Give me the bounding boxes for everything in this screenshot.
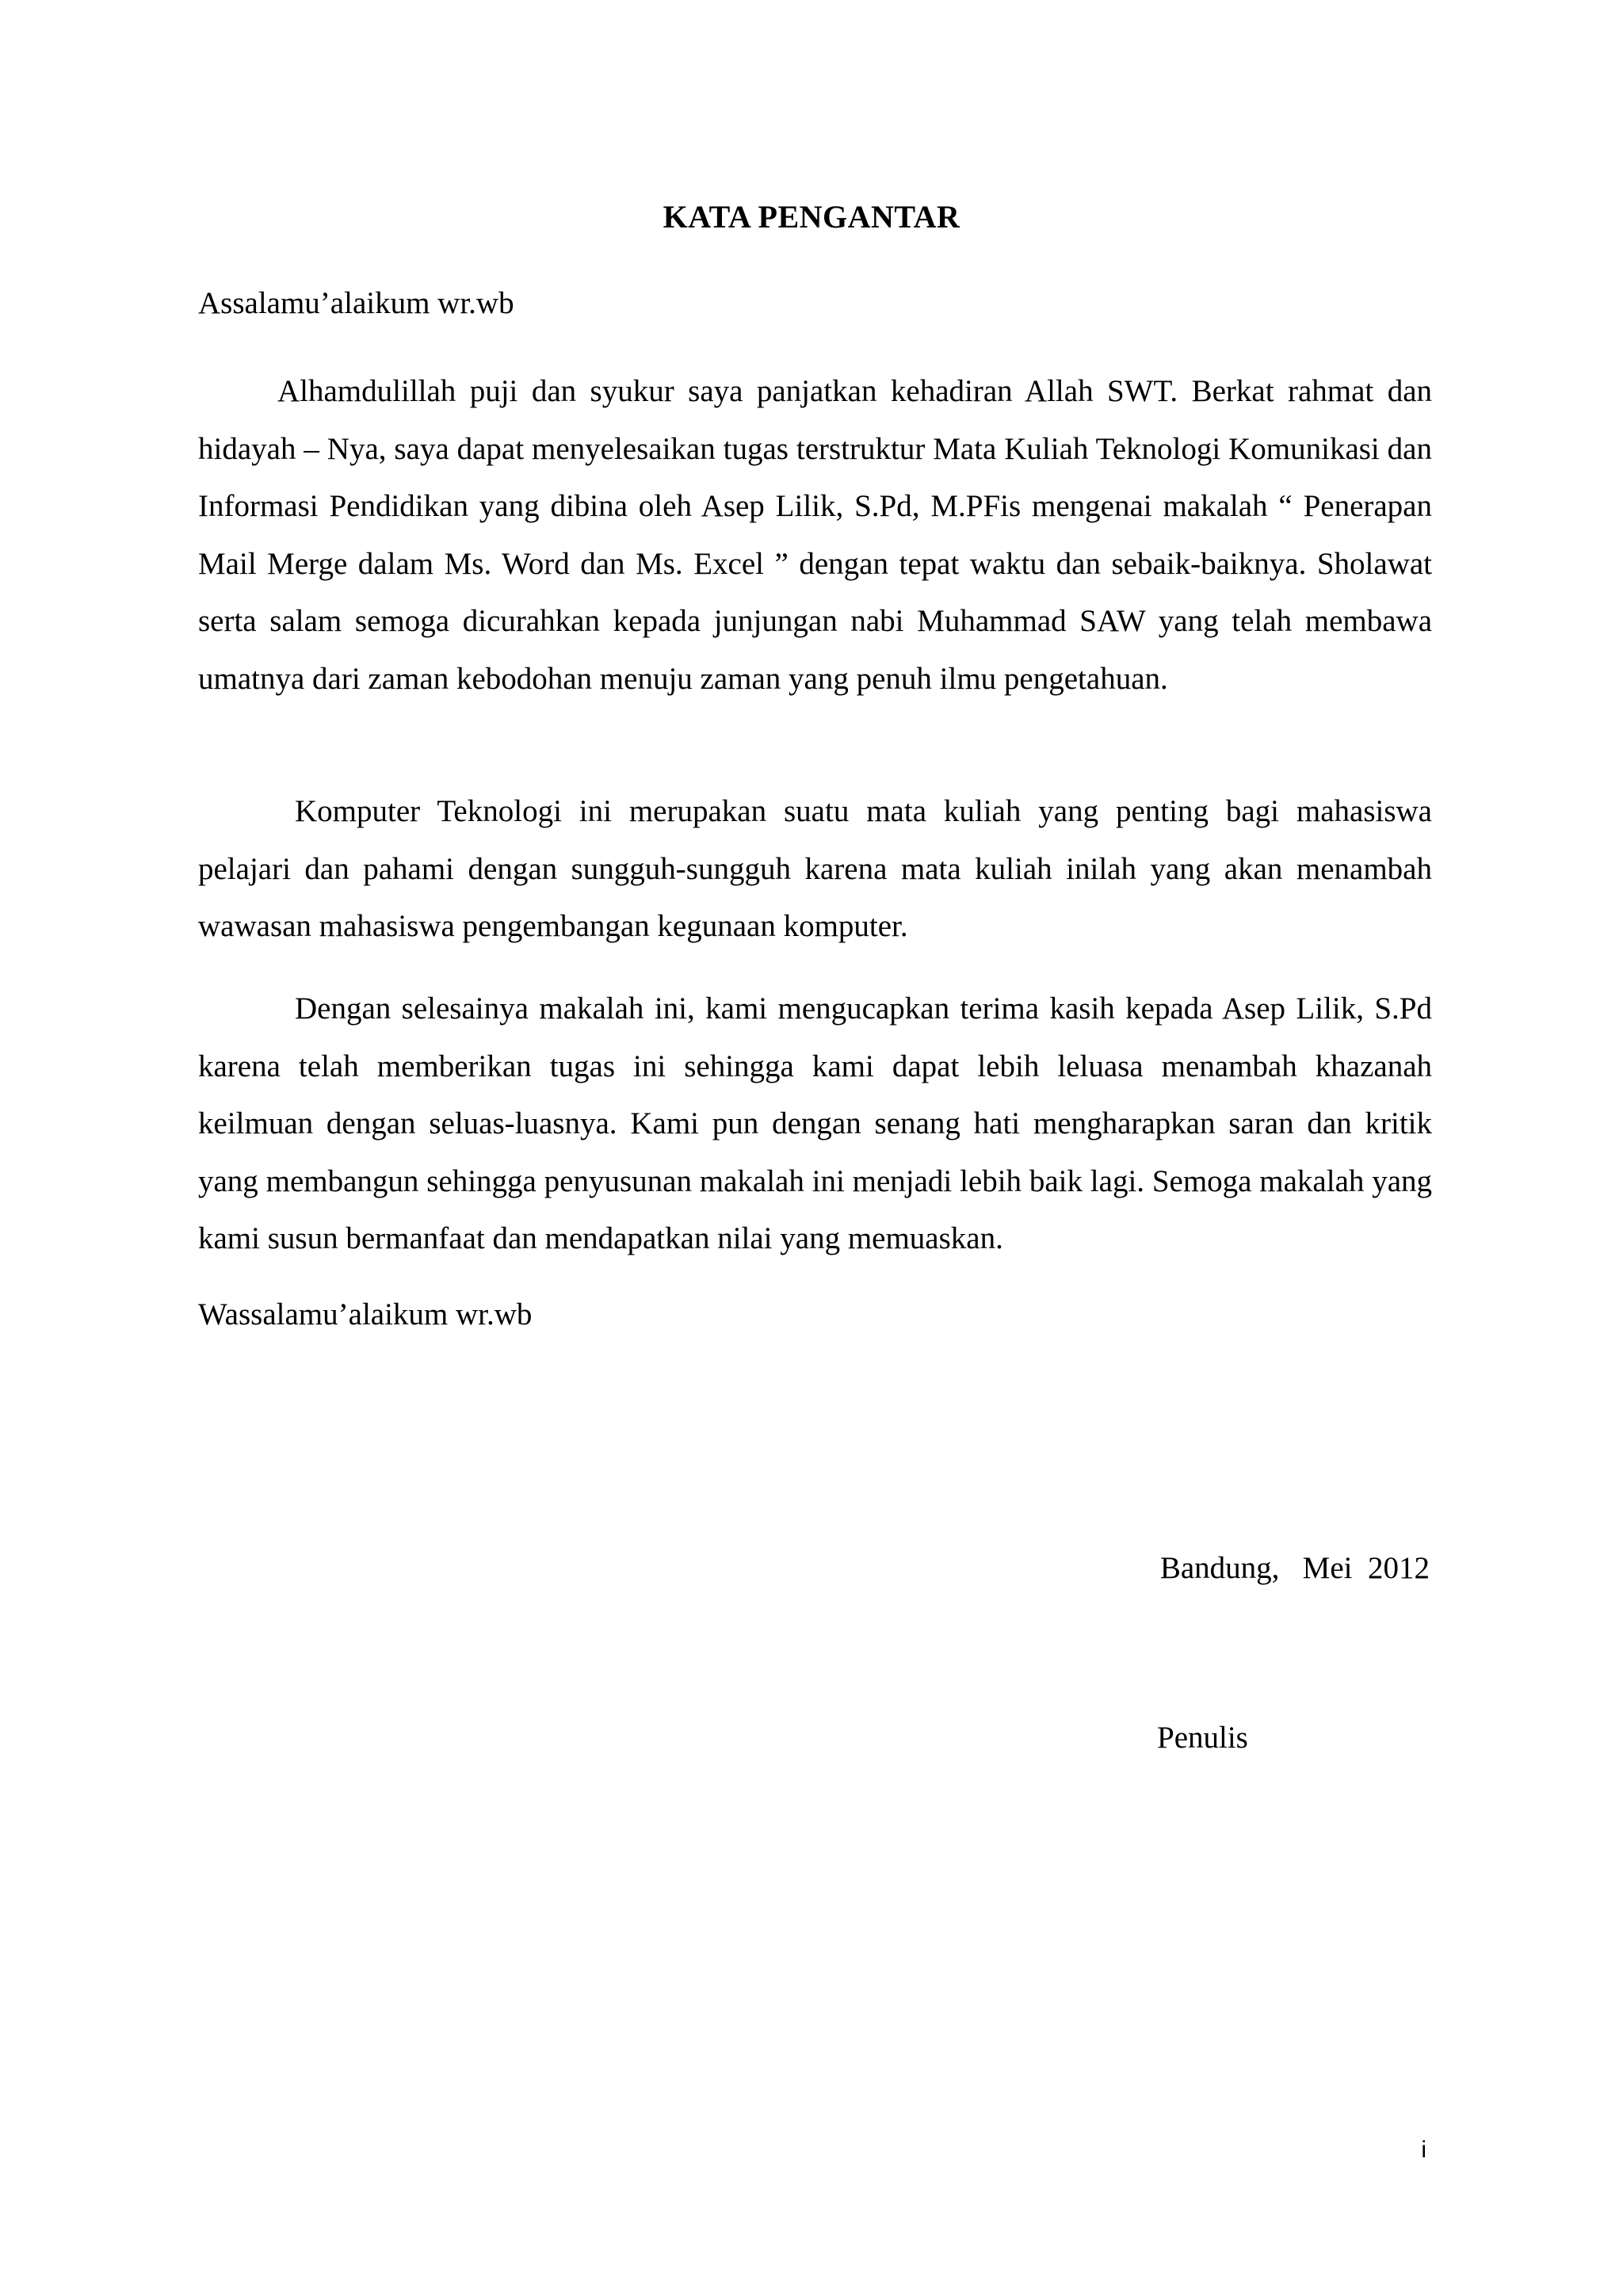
closing-greeting: Wassalamu’alaikum wr.wb: [198, 1297, 533, 1331]
place-and-date: Bandung, Mei 2012: [1159, 1551, 1430, 1585]
author-signature: Penulis: [1157, 1721, 1248, 1755]
page-title: KATA PENGANTAR: [663, 199, 960, 235]
opening-greeting: Assalamu’alaikum wr.wb: [198, 286, 514, 320]
paragraph-1: Alhamdulillah puji dan syukur saya panjatkan kehadiran Allah SWT. Berkat rahmat dan hidayah – Nya, saya dapat menyelesaikan tugas terstruktur Mata Kuliah Teknologi Komunikasi dan Informasi Pendidikan yang dibina oleh Asep Lilik, S.Pd, M.PFis mengenai makalah “ Penerapan Mail Merge dalam Ms. Word dan Ms. Excel ” dengan tepat waktu dan sebaik-baiknya. Sholawat serta salam semoga dicurahkan kepada junjungan nabi Muhammad SAW yang telah membawa umatnya dari zaman kebodohan menuju zaman yang penuh ilmu pengetahuan.: [198, 374, 1432, 696]
paragraph-3: Dengan selesainya makalah ini, kami mengucapkan terima kasih kepada Asep Lilik, S.Pd karena telah memberikan tugas ini sehingga kami dapat lebih leluasa menambah khazanah keilmuan dengan seluas-luasnya. Kami pun dengan senang hati mengharapkan saran dan kritik yang membangun sehingga penyusunan makalah ini menjadi lebih baik lagi. Semoga makalah yang kami susun bermanfaat dan mendapatkan nilai yang memuaskan.: [198, 991, 1432, 1255]
page-number: i: [1421, 2137, 1426, 2163]
paragraph-2: Komputer Teknologi ini merupakan suatu mata kuliah yang penting bagi mahasiswa pelajari dan pahami dengan sungguh-sungguh karena mata kuliah inilah yang akan menambah wawasan mahasiswa pengembangan kegunaan komputer.: [198, 794, 1432, 943]
